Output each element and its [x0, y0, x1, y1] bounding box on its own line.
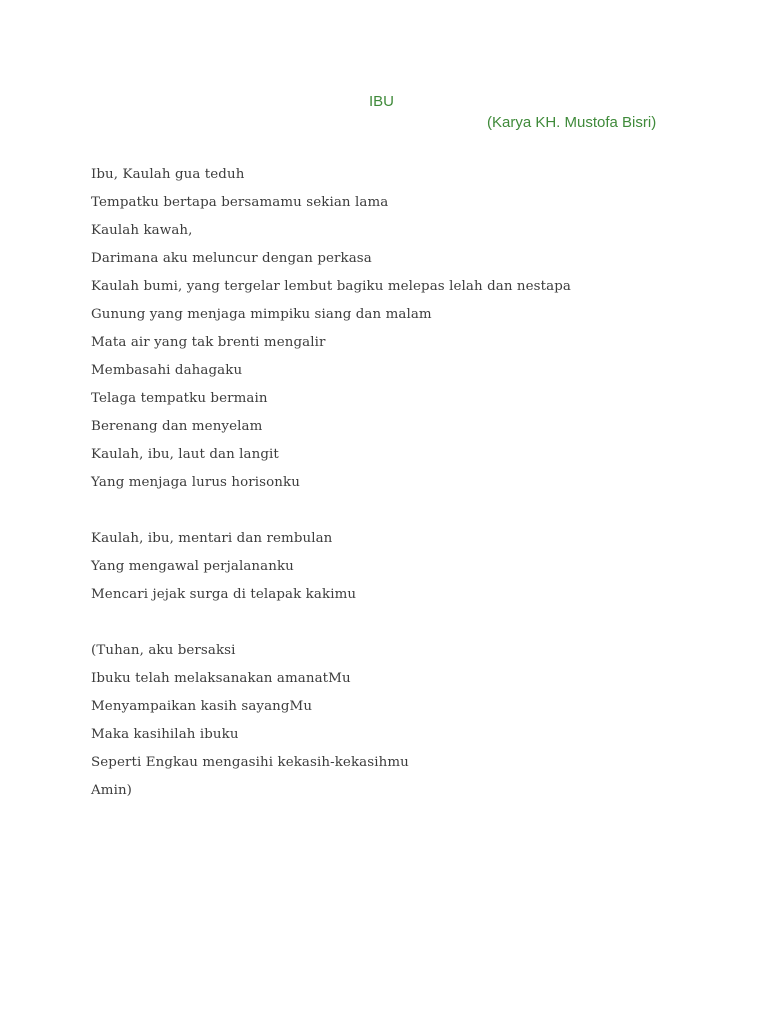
poem-line: Seperti Engkau mengasihi kekasih-kekasihmu: [91, 755, 409, 770]
poem-line: Telaga tempatku bermain: [91, 391, 268, 406]
poem-line: Kaulah, ibu, mentari dan rembulan: [91, 531, 333, 546]
poem-line: Maka kasihilah ibuku: [91, 727, 239, 742]
poem-line: Mata air yang tak brenti mengalir: [91, 335, 326, 350]
poem-body: [91, 165, 571, 837]
stanza-1: [91, 165, 571, 501]
poem-line: Kaulah kawah,: [91, 223, 193, 238]
poem-line: Yang menjaga lurus horisonku: [91, 475, 300, 490]
poem-line: Ibuku telah melaksanakan amanatMu: [91, 671, 351, 686]
poem-line: Kaulah, ibu, laut dan langit: [91, 447, 279, 462]
poem-line: Mencari jejak surga di telapak kakimu: [91, 587, 357, 602]
poem-line: Menyampaikan kasih sayangMu: [91, 699, 313, 714]
poem-line: Ibu, Kaulah gua teduh: [91, 167, 245, 182]
poem-line: Berenang dan menyelam: [91, 419, 263, 434]
poem-author: (Karya KH. Mustofa Bisri): [487, 114, 657, 131]
stanza-2: [91, 529, 571, 613]
poem-line: Membasahi dahagaku: [91, 363, 243, 378]
poem-line: Gunung yang menjaga mimpiku siang dan malam: [91, 307, 432, 322]
poem-line: Kaulah bumi, yang tergelar lembut bagiku melepas lelah dan nestapa: [91, 279, 571, 294]
poem-title: IBU: [369, 93, 395, 110]
poem-line: (Tuhan, aku bersaksi: [91, 643, 236, 658]
poem-line: Amin): [91, 783, 132, 798]
poem-line: Yang mengawal perjalananku: [91, 559, 294, 574]
poem-line: Darimana aku meluncur dengan perkasa: [91, 251, 372, 266]
stanza-3: [91, 641, 571, 809]
poem-line: Tempatku bertapa bersamamu sekian lama: [91, 195, 389, 210]
